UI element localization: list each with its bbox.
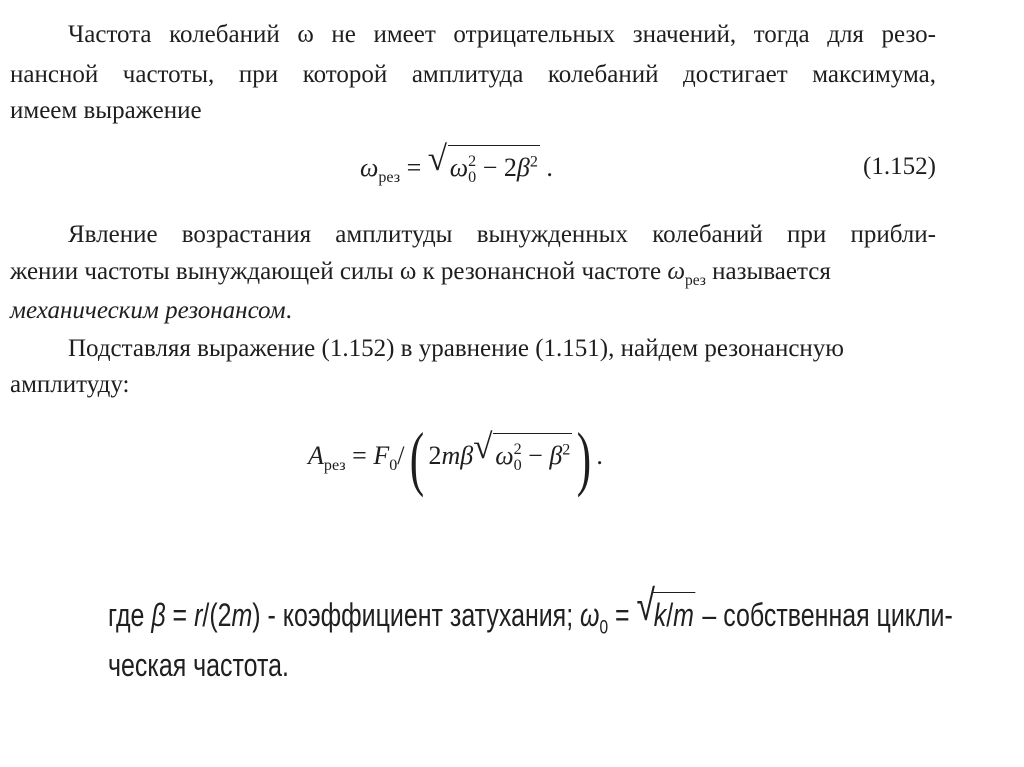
equation-number: (1.152) <box>863 153 936 180</box>
note-line-2: ческая частота. <box>108 647 289 683</box>
paragraph-2-line-3: механическим резонансом. <box>10 297 292 324</box>
square-root: √ ω 2 0 − $2\beta^2$ <box>430 145 540 188</box>
paragraph-1-line-2: нансной частоты, при которой амплитуда колебаний достигает максимума, <box>10 61 936 88</box>
paragraph-2-line-1: Явление возрастания амплитуды вынужденных колебаний при прибли- <box>68 221 936 248</box>
note-line-1: где β = r/(2m) - коэффициент затухания; $\omega_0$ = √ k/m – собственная цикли- <box>108 592 888 635</box>
formula-amplitude-res: $A_{рез} = F_0/$( 2mβ√ ω 2 0 − $\beta^2$) . <box>308 428 603 488</box>
paragraph-3-line-2: амплитуду: <box>10 371 130 398</box>
paragraph-1-line-1: Частота колебаний ω не имеет отрицательных значений, тогда для резо- <box>68 21 936 48</box>
paragraph-3-line-1: Подставляя выражение (1.152) в уравнение (1.151), найдем резонансную <box>68 335 844 362</box>
formula-omega-res: $\omega_{рез}$ = √ ω 2 0 − $2\beta^2$ . <box>360 145 553 188</box>
paragraph-2-line-2: жении частоты вынуждающей силы ω к резонансной частоте $\omega_{рез}$ называется <box>10 258 831 289</box>
paragraph-1-line-3: имеем выражение <box>10 97 202 124</box>
